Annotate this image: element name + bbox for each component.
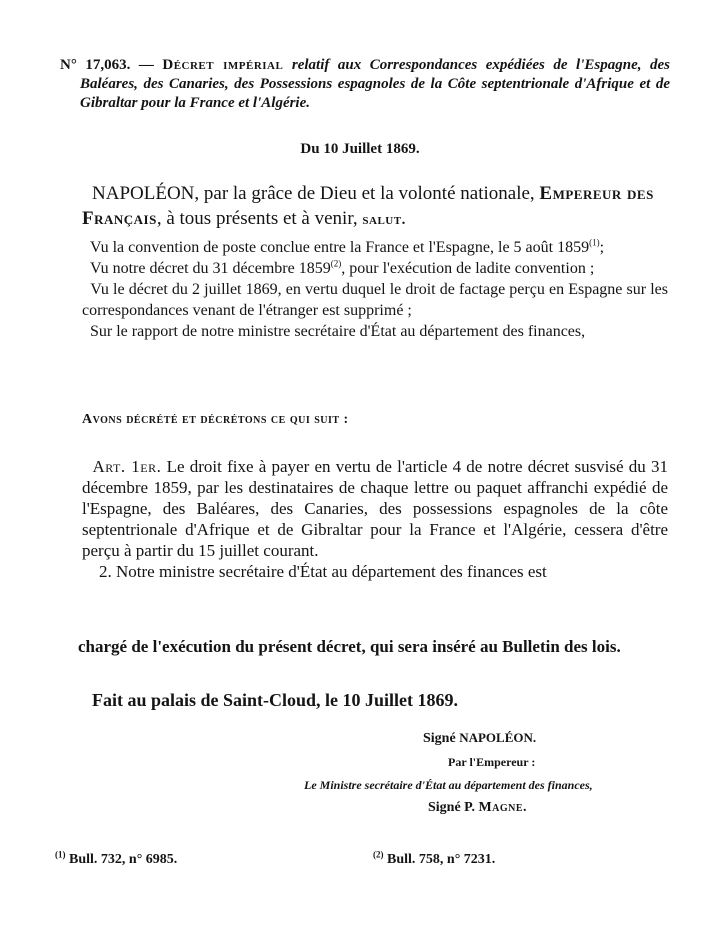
salut: salut. (362, 212, 406, 228)
decree-type: Décret impérial (162, 57, 284, 73)
article-1-text: Le droit fixe à payer en vertu de l'article 4 de notre décret susvisé du 31 décembre 1859, par les destinataires de chaque lettre ou paquet affranchi expédié de l'Espagne, des Baléares, des Canaries, des possessions espagnoles de la côte septentrionale d'Afrique et de Gibraltar pour la France et l'Algérie, cessera d'être perçu à partir du 15 juillet courant. (82, 457, 669, 560)
article-2-text: Notre ministre secrétaire d'État au département des finances est (116, 562, 547, 581)
decree-title: relatif aux Correspondances expédiées de l'Espagne, des Baléares, des Canaries, des Possessions espagnoles de la Côte septentrionale d'Afrique et de Gibraltar pour la France et l'Algérie. (80, 57, 670, 111)
footnote-2: $^{(2)}$ Bull. 758, n° 7231. (373, 849, 496, 867)
considerations (82, 237, 668, 342)
article-1 (82, 456, 668, 561)
emperor-name: NAPOLÉON (92, 183, 195, 204)
minister-title: Le Ministre secrétaire d'État au département des finances, (304, 778, 593, 792)
emperor-signature-name: NAPOLÉON. (459, 730, 537, 745)
signature-emperor: Signé NAPOLÉON. (423, 730, 537, 746)
avons-decrete: Avons décrété et décrétons ce qui suit : (82, 412, 349, 427)
consideration-2: Vu notre décret du 31 décembre 1859$^{(2)}$, pour l'exécution de ladite convention ; (90, 258, 595, 277)
minister-signature-name: Magne. (478, 800, 528, 815)
decree-number: N° 17,063. — (60, 57, 154, 73)
signature-minister: Signé P. Magne. (428, 800, 528, 815)
articles (82, 456, 668, 582)
consideration-3: Vu le décret du 2 juillet 1869, en vertu duquel le droit de factage perçu en Espagne sur les correspondances venant de l'étranger est supprimé ; (82, 281, 669, 319)
decree-date: Du 10 Juillet 1869. (300, 141, 420, 157)
article-2 (82, 561, 668, 582)
footnote-1: $^{(1)}$ Bull. 732, n° 6985. (55, 849, 178, 867)
article-2-label: 2. (99, 562, 112, 581)
preamble-text: , par la grâce de Dieu et la volonté nationale, (194, 183, 535, 204)
closing-formula: Fait au palais de Saint-Cloud, le 10 Juillet 1869. (92, 690, 459, 710)
consideration-1: Vu la convention de poste conclue entre la France et l'Espagne, le 5 août 1859$^{(1)}$; (90, 237, 605, 256)
preamble-text-2: , à tous présents et à venir, (156, 208, 358, 229)
article-2-continuation: chargé de l'exécution du présent décret, qui sera inséré au Bulletin des lois. (78, 637, 621, 656)
article-1-label: Art. 1er. (92, 457, 162, 476)
par-empereur: Par l'Empereur : (448, 755, 536, 769)
emperor-title: Empereur des Français (82, 183, 654, 229)
decree-header (60, 56, 670, 113)
consideration-4: Sur le rapport de notre ministre secrétaire d'État au département des finances, (90, 323, 586, 340)
preamble (82, 181, 672, 233)
